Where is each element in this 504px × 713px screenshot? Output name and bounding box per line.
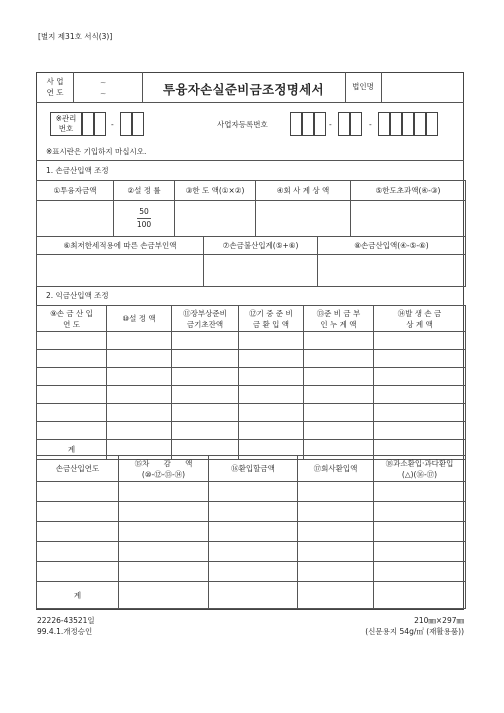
section2-table-2	[36, 455, 466, 609]
table-row	[37, 422, 466, 440]
mgmt-number-cells-2[interactable]	[120, 112, 144, 140]
cell-non-deductible-total[interactable]	[204, 255, 318, 287]
table-row	[37, 404, 466, 422]
hdr-disallowed-cumulative: ⑬준 비 금 부 인 누 계 액	[304, 306, 374, 332]
hdr-net-amount: ⑮차 감 액 (⑩-⑫-⑬-⑭)	[119, 456, 209, 482]
biz-reg-dash-1: -	[329, 120, 332, 129]
biz-reg-cells-1[interactable]	[290, 112, 326, 140]
hdr-deduction-year: ⑨손 금 산 입 연 도	[37, 306, 107, 332]
form-code: 22226-43521일	[37, 616, 95, 625]
cell-rate	[114, 201, 175, 237]
instruction-note: ※표시란은 기입하지 마십시오.	[46, 147, 147, 156]
hdr-loss-offset: ⑭발 생 손 금 상 계 액	[374, 306, 466, 332]
biz-reg-cells-3[interactable]	[378, 112, 438, 140]
table-row	[37, 386, 466, 404]
table-row	[37, 542, 466, 562]
hdr-book-opening-balance: ⑪장부상준비 금기초잔액	[172, 306, 239, 332]
section1-table	[36, 180, 466, 237]
cell-deductible-amount[interactable]	[318, 255, 466, 287]
form-number: [별지 제31호 서식(3)]	[38, 32, 113, 41]
biz-reg-cells-2[interactable]	[338, 112, 362, 140]
mgmt-dash: -	[111, 120, 114, 129]
hdr-reversal-during-year: ⑫기 중 준 비 금 환 입 액	[239, 306, 304, 332]
corp-name-field[interactable]	[382, 73, 463, 101]
biz-reg-dash-2: -	[369, 120, 372, 129]
hdr-amount-to-reverse: ⑯환입할금액	[209, 456, 298, 482]
section1-table-2	[36, 236, 466, 287]
section2-title: 2. 익금산입액 조정	[46, 291, 109, 300]
hdr-rate: ②설 정 률	[114, 181, 175, 201]
hdr-company-amount: ④회 사 계 상 액	[256, 181, 351, 201]
hdr-excess: ⑤한도초과액(④-③)	[351, 181, 466, 201]
corp-name-label: 법인명	[352, 82, 374, 91]
section2-table	[36, 305, 466, 460]
cell-limit[interactable]	[175, 201, 256, 237]
rate-denominator: 100	[136, 219, 152, 229]
hdr-set-amount: ⑩설 정 액	[107, 306, 172, 332]
total-label: 계	[37, 440, 107, 460]
hdr-limit: ③한 도 액(①×②)	[175, 181, 256, 201]
hdr-under-over-reversal: ⑱과소환입·과다환입 (△)(⑯-⑰)	[374, 456, 466, 482]
section1-title: 1. 손금산입액 조정	[46, 166, 109, 175]
table-row	[37, 350, 466, 368]
total-row	[37, 582, 466, 609]
cell-company-amount[interactable]	[256, 201, 351, 237]
paper-size: 210㎜×297㎜	[414, 616, 464, 625]
biz-reg-label: 사업자등록번호	[217, 120, 268, 129]
hdr-deduction-year-2: 손금산입연도	[37, 456, 119, 482]
table-row	[37, 332, 466, 350]
table-row	[37, 482, 466, 502]
rate-numerator: 50	[137, 208, 151, 219]
table-row	[37, 562, 466, 582]
table-row	[37, 368, 466, 386]
approval-date: 99.4.1.개정승인	[37, 627, 93, 636]
cell-min-tax-disallowed[interactable]	[37, 255, 204, 287]
hdr-min-tax-disallowed: ⑥최저한세적용에 따른 손금부인액	[37, 237, 204, 255]
hdr-deductible-amount: ⑧손금산입액(④-⑤-⑥)	[318, 237, 466, 255]
year-tilde-2: ~	[100, 89, 107, 98]
hdr-investment-amount: ①투융자금액	[37, 181, 114, 201]
hdr-non-deductible-total: ⑦손금불산입계(⑤+⑥)	[204, 237, 318, 255]
hdr-company-reversal: ⑰회사환입액	[298, 456, 374, 482]
total-label-2: 계	[37, 582, 119, 609]
mgmt-number-cells[interactable]	[82, 112, 106, 140]
cell-investment-amount[interactable]	[37, 201, 114, 237]
page-title: 투융자손실준비금조정명세서	[163, 82, 324, 97]
cell-excess[interactable]	[351, 201, 466, 237]
business-year-label: 사 업 연 도	[46, 77, 64, 97]
table-row	[37, 522, 466, 542]
table-row	[37, 502, 466, 522]
paper-type: (신문용지 54g/㎡ (재활용품))	[365, 627, 464, 636]
year-tilde-1: ~	[100, 78, 107, 87]
mgmt-number-label: ※관리 번호	[55, 114, 77, 133]
